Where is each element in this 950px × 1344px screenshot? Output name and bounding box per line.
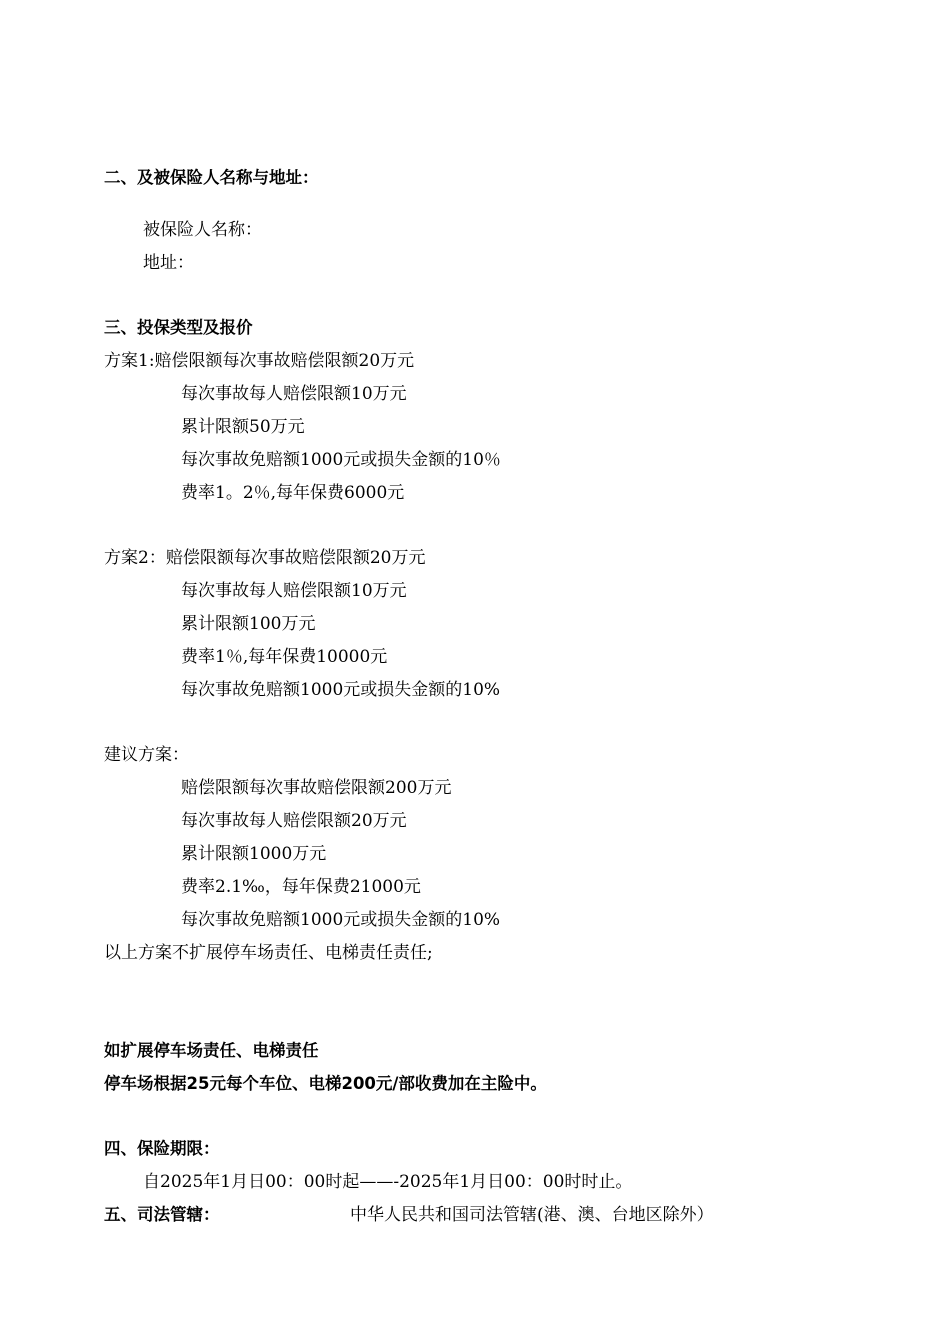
plan-2-item: 每次事故每人赔偿限额10万元 — [181, 581, 407, 601]
extension-heading: 如扩展停车场责任、电梯责任 — [104, 1041, 319, 1060]
section-5-heading: 五、司法管辖： — [104, 1205, 220, 1224]
extension-detail: 停车场根据25元每个车位、电梯200元/部收费加在主险中。 — [104, 1074, 547, 1093]
plans-note: 以上方案不扩展停车场责任、电梯责任责任; — [104, 943, 433, 963]
suggested-plan-item: 每次事故免赔额1000元或损失金额的10% — [181, 910, 501, 930]
suggested-plan-item: 每次事故每人赔偿限额20万元 — [181, 811, 407, 831]
section-4-heading: 四、保险期限： — [104, 1139, 220, 1158]
section-2-heading: 二、及被保险人名称与地址： — [104, 168, 319, 187]
plan-1-item: 费率1。2％,每年保费6000元 — [181, 483, 405, 503]
plan-1-item: 累计限额50万元 — [181, 417, 305, 437]
plan-2-title: 方案2：赔偿限额每次事故赔偿限额20万元 — [104, 548, 426, 568]
suggested-plan-item: 累计限额1000万元 — [181, 844, 327, 864]
plan-2-item: 费率1％,每年保费10000元 — [181, 647, 388, 667]
plan-2-item: 累计限额100万元 — [181, 614, 316, 634]
plan-1-title: 方案1:赔偿限额每次事故赔偿限额20万元 — [104, 351, 415, 371]
plan-1-item: 每次事故每人赔偿限额10万元 — [181, 384, 407, 404]
suggested-plan-title: 建议方案： — [104, 745, 189, 765]
insured-name-label: 被保险人名称： — [143, 220, 262, 240]
plan-2-item: 每次事故免赔额1000元或损失金额的10% — [181, 680, 501, 700]
plan-1-item: 每次事故免赔额1000元或损失金额的10％ — [181, 450, 501, 470]
insured-address-label: 地址： — [143, 253, 194, 273]
suggested-plan-item: 赔偿限额每次事故赔偿限额200万元 — [181, 778, 452, 798]
jurisdiction-value: 中华人民共和国司法管辖(港、澳、台地区除外） — [350, 1205, 714, 1225]
section-3-heading: 三、投保类型及报价 — [104, 318, 253, 337]
suggested-plan-item: 费率2.1‰，每年保费21000元 — [181, 877, 421, 897]
insurance-period: 自2025年1月日00：00时起——-2025年1月日00：00时时止。 — [143, 1172, 633, 1192]
